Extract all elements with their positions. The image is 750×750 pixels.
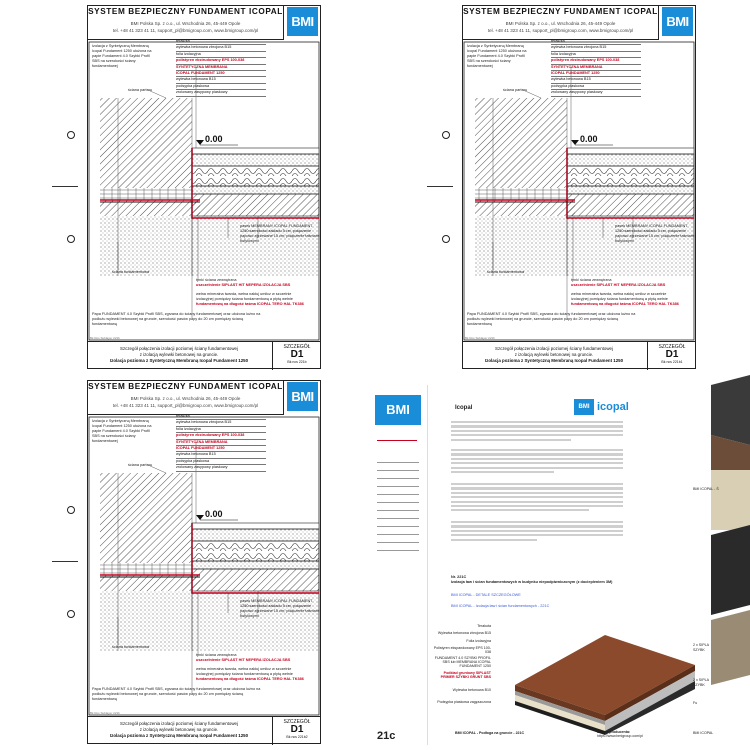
left-note: Izolacja z Syntetyczną Membraną Icopal Fundament 1250 ułożona na papie Fundament 4.0 Szybki Profil SBS na szerokości ściany fundamentowej [467,44,527,68]
fold-mark [52,186,78,187]
layer-notes [176,39,266,97]
punch-hole [67,235,75,243]
layer-note: wylewka betonowa zbrojona B15 [176,420,266,426]
bmi-logo: BMI [662,7,693,36]
fold-mark [427,186,453,187]
layer-note: polistyren ekstrudowany EPS 100-038 [176,58,266,64]
layer-note: zrolowany zasypowy piaskowy [176,465,266,471]
drawing-frame [87,5,321,369]
left-note: Izolacja z Syntetyczną Membraną Icopal Fundament 1250 ułożona na papie Fundament 4.0 Szybki Profil SBS na szerokości ściany fundamentowej [92,44,152,68]
company-address: BMI Polska Sp. z o.o., ul. Wschodnia 26, 45-449 Opole [130,21,241,26]
sealant-note: tynk/ ściana zewnętrzna uszczelnienie SIPLAST HIT NEPERA IZOLACJA SBS [196,278,291,287]
sheet-footer [88,336,320,370]
brochure-right-page: BMI ICOPAL - Ś 2 x SIPLA SZYBK 2 x SIPLA SZYBK Fu BMI ICOPAL [691,375,750,750]
bmi-logo: BMI [287,382,318,411]
bmi-logo: BMI [287,7,318,36]
producer-site: Strona producenta: https://www.bmigroup.com/pl [597,730,643,738]
left-note: Izolacja z Syntetyczną Membraną Icopal Fundament 1250 ułożona na papie Fundament 4.0 Szybki Profil SBS na szerokości ściany fundamentowej [92,419,152,443]
company-contact: tel. +48 41 323 41 11, support_pl@bmigroup.com, www.bmigroup.com/pl [112,403,259,408]
foundation-label: ściana fundamentowa [112,645,149,649]
brochure-side-page [375,385,428,745]
page-lines [377,455,419,551]
level-mark: 0.00 [205,509,223,519]
layer-note: SYNTETYCZNA MEMBRANA [176,440,266,446]
paragraph [451,521,623,543]
sheet-title: SYSTEM BEZPIECZNY FUNDAMENT ICOPAL [88,7,283,16]
detail-cell: SZCZEGÓŁ D1 Bk ncs 221b1 [647,342,696,370]
drawing-sheet [0,0,375,375]
level-mark: 0.00 [205,134,223,144]
layer-note: zrolowany zasypowy piaskowy [176,90,266,96]
foundation-label: ściana fundamentowa [487,270,524,274]
divider [377,440,417,441]
punch-hole [442,235,450,243]
layer-note: polistyren ekstrudowany EPS 100-038 [176,433,266,439]
brochure-footer: BMI ICOPAL - Podłoga na gruncie - 221C [455,731,525,735]
layer-note: ICOPAL FUNDAMENT 1250 [176,446,266,452]
detail-subcode: Bk ncs 221b [287,360,307,364]
layer-note: ICOPAL FUNDAMENT 1250 [176,71,266,77]
wall-label: ściana parteru [128,463,153,467]
layer-3d-illustration [495,625,695,735]
layer-note: folia izolacyjna [176,52,266,58]
drawing-frame [87,380,321,744]
layer-note: polistyren ekstrudowany EPS 100-038 [551,58,641,64]
punch-hole [67,506,75,514]
membrane-note: pasek MEMBRANY ICOPAL FUNDAMENT 1250 szerokości zakładu 5 cm, połączenie papowo zgrzewane 15 cm, połączenie taśmami butylowymi [240,224,320,243]
detail-cell: SZCZEGÓŁ D1 Bk ncs 221b [272,342,321,370]
layer-label: Podsypka piaskowa zagęszczona [437,700,491,704]
detail-cell: SZCZEGÓŁ D1 Bk ncs 221b2 [272,717,321,745]
punch-hole [442,131,450,139]
layer-label: FUNDAMENT 4.0 SZYBKI PROFIL SBS lub MEMBRANA ICOPAL FUNDAMENT 1250 [434,656,491,668]
layer-note: terakota [551,39,641,45]
link-details[interactable]: BMI ICOPAL - DETALE SZCZEGÓŁOWE [451,593,521,597]
layer-label: Wylewka betonowa B10 [452,688,491,692]
layer-note: ICOPAL FUNDAMENT 1250 [551,71,641,77]
wool-note: wełna mineralna twarda, wełna nakłuj umiłcz w szczelnie izolacyjnej pomiędzy ściana fundamentową a płytą wełnie fundamentową na długość taśma ICOPAL TERO HAL TK386 [196,292,304,306]
layer-note: wylewka betonowa B15 [551,77,641,83]
link-section[interactable]: BMI ICOPAL - Izolacja ław i ścian fundamentowych - 221C [451,604,550,608]
layer-label: Polistyren ekspandowany EPS 100-038 [433,646,491,654]
layer-label: Folia izolacyjna [466,639,491,643]
company-address: BMI Polska Sp. z o.o., ul. Wschodnia 26, 45-449 Opole [505,21,616,26]
detail-subcode: Bk ncs 221b2 [286,735,308,739]
sheet-title: SYSTEM BEZPIECZNY FUNDAMENT ICOPAL [88,382,283,391]
fine-print: Bk Ros Sublayer 221b [465,336,495,340]
level-mark: 0.00 [580,134,598,144]
section-block: Nr. 221C Izolacja ław i ścian fundamentowych w budynku niepodpiwniczonym (z dociepleniem 3M) BMI ICOPAL - DETALE SZCZEGÓŁOWE BMI ICOPAL - Izolacja ław i ścian fundamentowych - 221C [451,575,623,609]
caption: Szczegół połączenia izolacji poziomej ściany fundamentowej z izolacją wylewki betonowej na gruncie. Izolacja pozioma z Syntetyczną Membraną Icopal Fundament 1250 [484,346,624,363]
paragraph [451,483,623,514]
punch-hole [67,131,75,139]
wall-label: ściana parteru [503,88,528,92]
felt-note: Papa FUNDAMENT 4.0 Szybki Profil SBS, zgrzana do ściany fundamentowej oraz ułożona luźno na podłożu wylewki betonowej na gruncie, szerokość pasów papy do 20 cm pomiędzy ścianą fundamentową [92,687,261,701]
wool-note: wełna mineralna twarda, wełna nakłuj umiłcz w szczelnie izolacyjnej pomiędzy ściana fundamentową a płytą wełnie fundamentową na długość taśma ICOPAL TERO HAL TK386 [196,667,304,681]
paragraph [451,421,623,443]
layer-note: wylewka betonowa B15 [176,77,266,83]
paragraph [451,449,623,475]
fold-mark [52,561,78,562]
wall-label: ściana parteru [128,88,153,92]
caption: Szczegół połączenia izolacji poziomej ściany fundamentowej z izolacją wylewki betonowej na gruncie. Izolacja pozioma z Syntetyczną Membraną Icopal Fundament 1250 [109,721,249,738]
layer-note: wylewka betonowa B15 [176,452,266,458]
sealant-note: tynk/ ściana zewnętrzna uszczelnienie SIPLAST HIT NEPERA IZOLACJA SBS [196,653,291,662]
foundation-label: ściana fundamentowa [112,270,149,274]
detail-subcode: Bk ncs 221b1 [661,360,683,364]
bmi-logo: BMI [375,395,421,425]
company-address: BMI Polska Sp. z o.o., ul. Wschodnia 26, 45-449 Opole [130,396,241,401]
right-illustration [691,375,750,750]
fine-print: Bk Ros Sublayer 221b [90,336,120,340]
page-number: 21c [377,730,396,742]
layer-note: wylewka betonowa zbrojona B15 [176,45,266,51]
felt-note: Papa FUNDAMENT 4.0 Szybki Profil SBS, zgrzana do ściany fundamentowej oraz ułożona luźno na podłożu wylewki betonowej na gruncie, szerokość pasów papy do 20 cm pomiędzy ścianą fundamentową [467,312,636,326]
drawing-frame [462,5,696,369]
layer-note: podsypka piaskowa [176,84,266,90]
layer-note: wylewka betonowa zbrojona B15 [551,45,641,51]
caption: Szczegół połączenia izolacji poziomej ściany fundamentowej z izolacją wylewki betonowej na gruncie. Izolacja pozioma z Syntetyczną Membraną Icopal Fundament 1250 [109,346,249,363]
layer-note: podsypka piaskowa [551,84,641,90]
drawing-sheet [375,0,750,375]
layer-label: Wylewka betonowa zbrojona B15 [437,631,491,635]
layer-label: Podkład gruntowy SIPLAST PRIMER SZYBKI GRUNT SBS [440,671,491,679]
layer-notes [176,414,266,472]
punch-hole [67,610,75,618]
sealant-note: tynk/ ściana zewnętrzna uszczelnienie SIPLAST HIT NEPERA IZOLACJA SBS [571,278,666,287]
layer-note: SYNTETYCZNA MEMBRANA [551,65,641,71]
brochure-heading: Icopal [455,405,473,411]
layer-note: terakota [176,414,266,420]
layer-note: folia izolacyjna [176,427,266,433]
company-contact: tel. +48 41 323 41 11, support_pl@bmigroup.com, www.bmigroup.com/pl [487,28,634,33]
fine-print: Bk Ros Sublayer 221b [90,711,120,715]
layer-label: Terakota [477,624,491,628]
layer-note: SYNTETYCZNA MEMBRANA [176,65,266,71]
layer-note: podsypka piaskowa [176,459,266,465]
sheet-footer [463,336,695,370]
wool-note: wełna mineralna twarda, wełna nakłuj umiłcz w szczelnie izolacyjnej pomiędzy ściana fundamentową a płytą wełnie fundamentową na długość taśma ICOPAL TERO HAL TK386 [571,292,679,306]
sheet-title: SYSTEM BEZPIECZNY FUNDAMENT ICOPAL [463,7,658,16]
company-contact: tel. +48 41 323 41 11, support_pl@bmigroup.com, www.bmigroup.com/pl [112,28,259,33]
sheet-footer [88,711,320,745]
membrane-note: pasek MEMBRANY ICOPAL FUNDAMENT 1250 szerokości zakładu 5 cm, połączenie papowo zgrzewane 15 cm, połączenie taśmami butylowymi [615,224,695,243]
icopal-logo: BMI icopal [574,399,632,415]
brochure-preview [375,375,750,750]
layer-notes [551,39,641,97]
drawing-sheet [0,375,375,750]
membrane-note: pasek MEMBRANY ICOPAL FUNDAMENT 1250 szerokości zakładu 5 cm, połączenie papowo zgrzewane 15 cm, połączenie taśmami butylowymi [240,599,320,618]
layer-note: folia izolacyjna [551,52,641,58]
layer-note: terakota [176,39,266,45]
felt-note: Papa FUNDAMENT 4.0 Szybki Profil SBS, zgrzana do ściany fundamentowej oraz ułożona luźno na podłożu wylewki betonowej na gruncie, szerokość pasów papy do 20 cm pomiędzy ścianą fundamentową [92,312,261,326]
layer-note: zrolowany zasypowy piaskowy [551,90,641,96]
